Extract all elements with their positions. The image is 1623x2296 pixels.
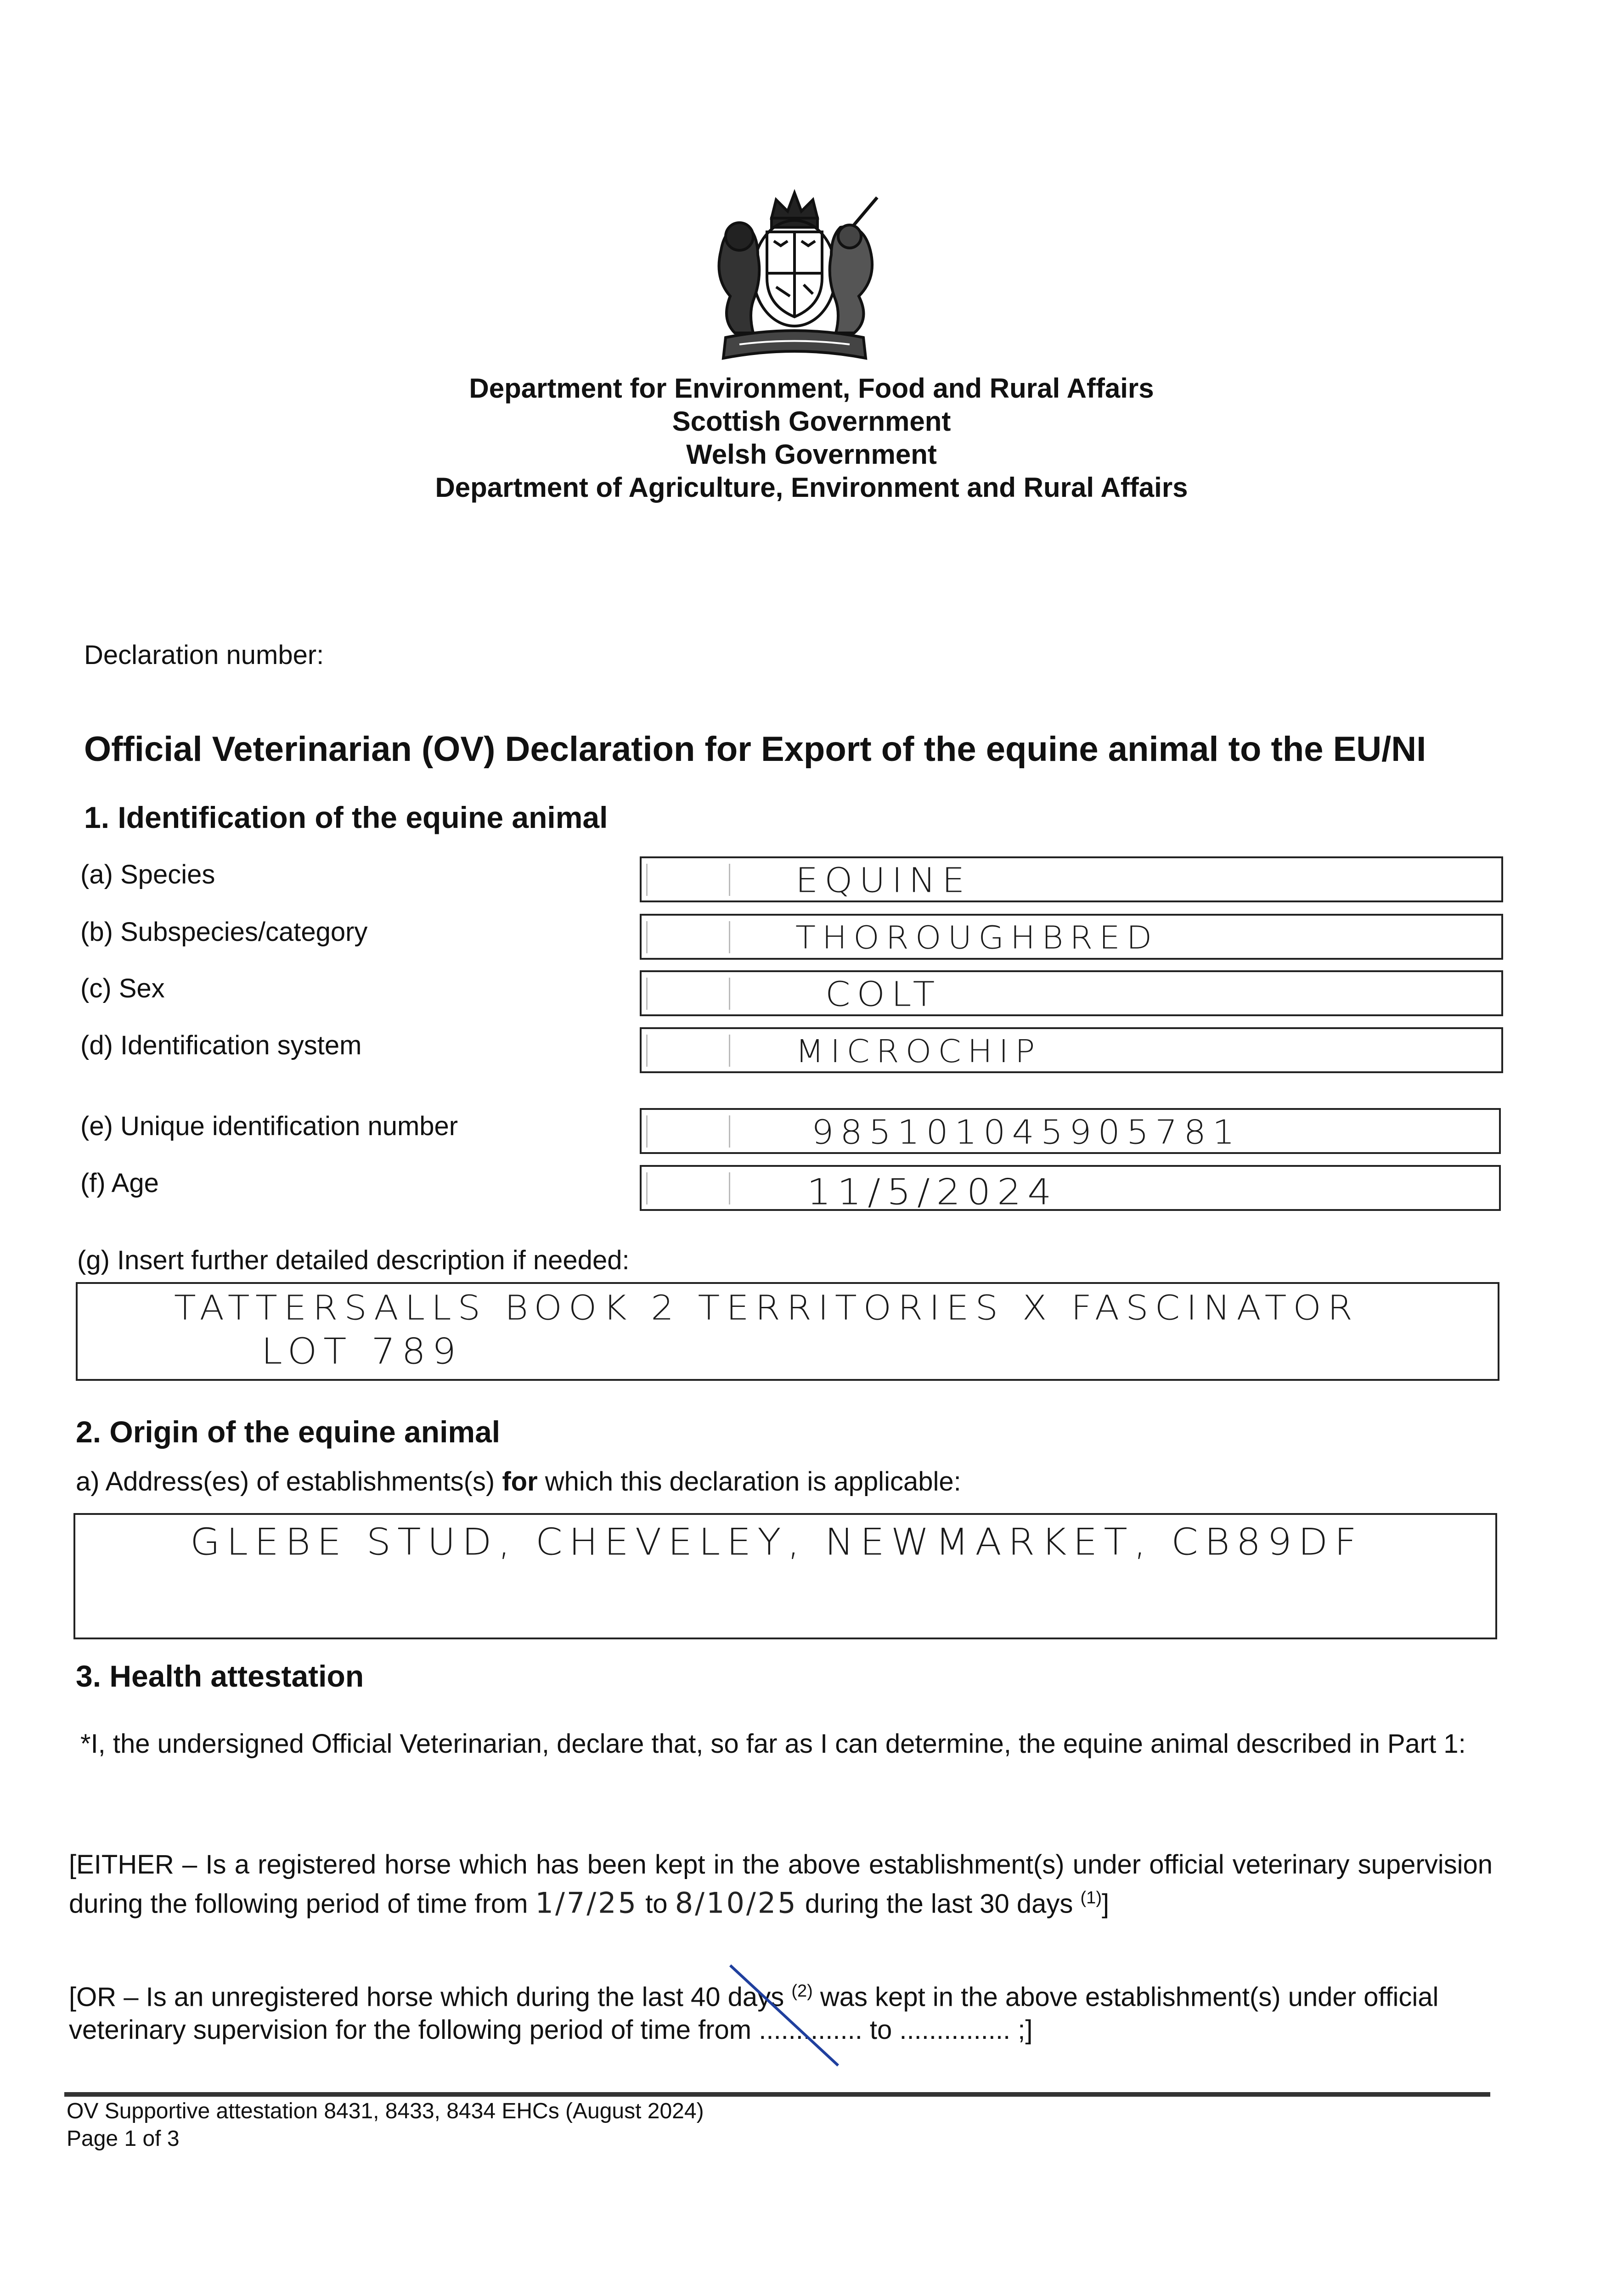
establishment-address-value: GLEBE STUD, CHEVELEY, NEWMARKET, CB89DF — [190, 1520, 1363, 1564]
page-title: Official Veterinarian (OV) Declaration for Export of the equine animal to the EU/NI — [84, 730, 1426, 769]
either-from-date: 1/7/25 — [535, 1886, 638, 1920]
royal-crest-icon — [693, 186, 896, 365]
header-department-2: Scottish Government — [672, 406, 951, 437]
age-value: 11/5/2024 — [807, 1171, 1058, 1213]
declaration-number-label: Declaration number: — [84, 640, 324, 670]
footer-attestation-ref: OV Supportive attestation 8431, 8433, 8434 EHCs (August 2024) — [67, 2099, 704, 2123]
further-description-label: (g) Insert further detailed description if needed: — [77, 1245, 630, 1275]
section3-heading: 3. Health attestation — [76, 1659, 364, 1693]
identification-system-field — [640, 1027, 1503, 1073]
further-description-field — [76, 1282, 1499, 1381]
uin-label: (e) Unique identification number — [80, 1111, 458, 1141]
age-label: (f) Age — [80, 1168, 159, 1198]
establishment-address-field — [73, 1513, 1497, 1639]
species-value: EQUINE — [795, 861, 971, 900]
header-department-3: Welsh Government — [686, 439, 937, 470]
subspecies-field — [640, 914, 1503, 960]
header-department-1: Department for Environment, Food and Rural Affairs — [469, 373, 1154, 404]
identification-system-value: MICROCHIP — [795, 1033, 1042, 1069]
header-department-4: Department of Agriculture, Environment and Rural Affairs — [435, 472, 1188, 503]
footer-divider — [64, 2092, 1490, 2097]
identification-system-label: (d) Identification system — [80, 1030, 362, 1060]
uin-value: 985101045905781 — [812, 1113, 1241, 1152]
age-field — [640, 1165, 1501, 1211]
sex-value: COLT — [825, 975, 941, 1014]
sex-label: (c) Sex — [80, 974, 165, 1003]
further-description-line1: TATTERSALLS BOOK 2 TERRITORIES X FASCINATOR — [174, 1289, 1359, 1328]
subspecies-label: (b) Subspecies/category — [80, 917, 368, 947]
footer-page-number: Page 1 of 3 — [67, 2127, 180, 2151]
section2-heading: 2. Origin of the equine animal — [76, 1415, 501, 1449]
uin-field — [640, 1108, 1501, 1154]
either-clause: [EITHER – Is a registered horse which has been kept in the above establishment(s) under official veterinary supervision during the following period of time from 1/7/25 to 8/10/25 during the last 30 days $^{(1)}$] — [69, 1850, 1493, 1920]
section1-heading: 1. Identification of the equine animal — [84, 800, 608, 834]
further-description-line2: LOT 789 — [261, 1331, 462, 1373]
species-field — [640, 856, 1503, 902]
subspecies-value: THOROUGHBRED — [795, 919, 1159, 956]
species-label: (a) Species — [80, 860, 215, 889]
strike-through-mark — [721, 1961, 850, 2071]
either-to-date: 8/10/25 — [675, 1886, 798, 1920]
establishment-address-label: a) Address(es) of establishments(s) for which this declaration is applicable: — [76, 1467, 961, 1497]
sex-field — [640, 970, 1503, 1016]
or-clause: [OR – Is an unregistered horse which during the last 40 days $^{(2)}$ was kept in the above establishment(s) under official veterinary supervision for the following period of time from .............. to ............... ;] — [69, 1981, 1439, 2045]
health-attestation-intro: *I, the undersigned Official Veterinarian, declare that, so far as I can determine, the equine animal described in Part 1: — [80, 1729, 1466, 1759]
